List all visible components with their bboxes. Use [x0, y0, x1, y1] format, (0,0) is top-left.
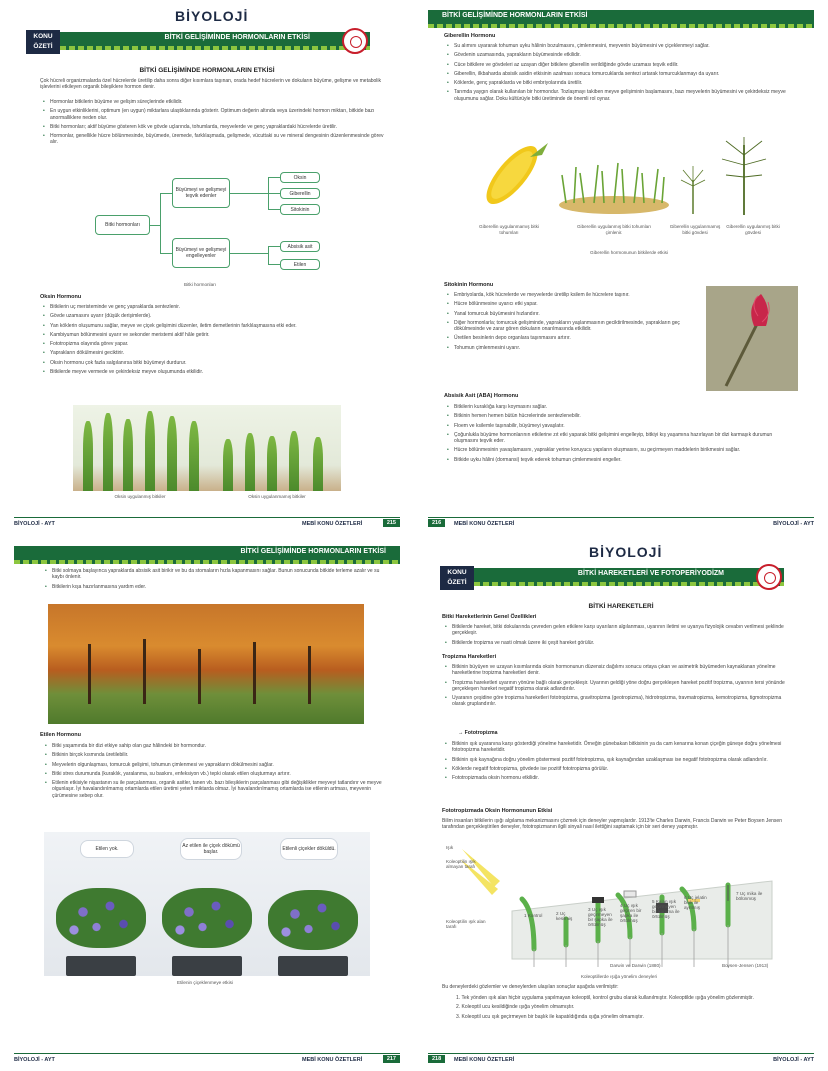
konu-ozeti-badge: KONU ÖZETİ [440, 566, 474, 590]
header-bar [474, 568, 784, 582]
page-number: 215 [383, 519, 400, 527]
page-footer: BİYOLOJİ - AYT MEBİ KONU ÖZETLERİ 215 [14, 517, 400, 529]
page-footer: 218 MEBİ KONU ÖZETLERİ BİYOLOJİ - AYT [428, 1053, 814, 1065]
list-item: • Floem ve ksilemle taşınabilir, büyümeyi yavaşlatır. [446, 423, 796, 429]
credit-boysen-jensen: Boysen-Jensen (1913) [722, 963, 769, 968]
diagram-item-oksin: Oksin [280, 172, 320, 183]
list-item: • Tropizma hareketleri uyarının yönüne bağlı olarak gerçekleşir. Uyarının geldiği yöne doğru gerçekleşen hareket pozitif tropizma, uyarının tersi yönünde gerçekleşen hareket negatif tropizma olarak adlandırılır. [444, 680, 796, 693]
list-item: • Bitki yaşamında bir dizi etkiye sahip olan gaz hâlindeki bir hormondur. [44, 743, 384, 749]
diagram-caption: Bitki hormonları [184, 282, 216, 287]
genel-bullets [444, 624, 796, 649]
page-number: 216 [428, 519, 445, 527]
giberellin-title: Giberellin Hormonu [444, 33, 496, 39]
list-item: • Köklerde negatif fototropizma, gövdede ise pozitif fototropizma görülür. [444, 766, 796, 772]
diagram-connector [230, 253, 268, 254]
oksin-role-paragraph: Bilim insanları bitkilerin ışığı algılama mekanizmasını çözmek için deneyler yapmışlardır. 1913'te Charles Darwin, Francis Darwin ve Peter Boysen Jensen tarafından gerçekleştirilen deneyler, fototropizmanın ilgili sinyali nasıl ilettiğini saptamak için bir seri deney yapmıştır. [442, 818, 782, 831]
list-item: • Yan köklerin oluşumunu sağlar, meyve ve çiçek gelişimini düzenler, iletim demetlerinin farklılaşmasına etki eder. [42, 323, 384, 329]
sitokinin-bud-image [706, 286, 798, 391]
bubble-low-ethylene: Az etilen ile çiçek dökümü başlar. [180, 838, 242, 860]
list-item: • Bitkilerde hareket, bitki dokularında çevreden gelen etkilere karşı uyarıların algılanması, uyarının iletimi ve uyarıya fizyolojik cevabın verilmesi şeklinde gerçekleşir. [444, 624, 796, 637]
image-caption: Giberellin uygulanmamış bitki gövdesi [669, 224, 721, 235]
konu-ozeti-badge: KONU ÖZETİ [26, 30, 60, 54]
germinated-seeds-image [554, 155, 674, 215]
section-title: BİTKİ HAREKETLERİ [588, 603, 654, 610]
list-item: • Meyvelerin olgunlaşması, tomurcuk gelişimi, tohumun çimlenmesi ve yaprakların dökülmesini sağlar. [44, 762, 384, 768]
meb-seal-icon [342, 28, 368, 54]
experiment-caption: Koleoptillerde ışığa yönelim deneyleri [580, 974, 658, 979]
diagram-connector [230, 193, 268, 194]
results-intro: Bu deneylerdeki gözlemler ve deneylerden ulaşılan sonuçlar aşağıda verilmiştir: [442, 984, 619, 990]
results-list [456, 995, 798, 1023]
list-item: 2. Koleoptil ucu kesildiğinde ışığa yönelim olmamıştır. [456, 1004, 575, 1011]
diagram-connector [160, 193, 172, 194]
step-label: 3 Uç ışık geçirmeyen bir şapka ile örtülmüş [588, 907, 613, 927]
list-item: • Oksin hormonu çok fazla salgılanırsa bitki büyümeyi durdurur. [42, 360, 384, 366]
list-item: • Diğer hormonlarla; tomurcuk gelişiminde, yaprakların yaşlanmasının geciktirilmesinde, yaprakların geç dökülmesinde ve zarar gören dokuların onarılmasında etkilidir. [446, 320, 701, 333]
page-218 [414, 536, 828, 1071]
diagram-root: Bitki hormonları [95, 215, 150, 235]
list-item: • Bitkinin ışık uyaranına karşı gösterdiği yönelme hareketidir. Örneğin günebakan bitkisinin ya da cam kenarına konan çiçeğin güneşe doğru yönelmesi fototropizma hareketidir. [444, 741, 796, 754]
step-label: 4 Uç ışık geçiren bir şapka ile örtülmüş [620, 903, 642, 923]
header-bar-title: BİTKİ GELİŞİMİNDE HORMONLARIN ETKİSİ [164, 34, 310, 41]
page-215 [0, 0, 414, 535]
image-caption: Giberellin uygulanmış bitki tohumları çimlenir. [576, 224, 652, 235]
list-item: • Kambiyumun bölünmesini uyarır ve sekonder meristemi aktif hâle getirir. [42, 332, 384, 338]
list-item: • Üretilen besinlerin depo organlara taşınmasını artırır. [446, 335, 701, 341]
oksin-title: Oksin Hormonu [40, 294, 82, 300]
list-item: • Hormonlar bitkilerin büyüme ve gelişim süreçlerinde etkilidir. [42, 99, 384, 105]
oksin-role-title: Fototropizmada Oksin Hormonunun Etkisi [442, 808, 553, 814]
list-item: • Fototropizma olayında görev yapar. [42, 341, 384, 347]
tall-stem-image [714, 135, 774, 217]
image-caption: Etilenin çiçeklenmeye etkisi [177, 980, 233, 985]
giberellin-bullets [446, 43, 796, 105]
list-item: • Yanal tomurcuk büyümesini hızlandırır. [446, 311, 701, 317]
shaded-side-label: Koleoptilin ışık almayan tarafı [446, 859, 476, 869]
oksin-bullets [42, 304, 384, 378]
diagram-group-promote: Büyümeyi ve gelişmeyi teşvik edenler [172, 178, 230, 208]
list-item: • Köklerde, genç yapraklarda ve bitki embriyolarında üretilir. [446, 80, 796, 86]
image-group-caption: Giberellin hormonunun bitkilerde etkisi [590, 250, 668, 255]
sitokinin-title: Sitokinin Hormonu [444, 282, 494, 288]
image-caption: Giberellin uygulanmış bitki gövdesi [726, 224, 780, 235]
fototropizma-bullets [444, 741, 796, 784]
coleoptile-experiment-diagram [442, 841, 792, 971]
bubble-high-ethylene: Etilenli çiçekler döküldü. [280, 838, 338, 860]
list-item: • Hücre bölünmesinin yavaşlamasını, yapraklar yerine koruyucu yapıların oluşmasını, su geçirmeyen maddelerin birikmesini sağlar. [446, 447, 796, 453]
intro-paragraph: Çok hücreli organizmalarda özel hücrelerde üretilip daha sonra diğer kısımlara taşınan, orada hedef hücrelerin ve dokuların büyüme, gelişme ve metabolik işlevlerini etkileyen organik bileşiklere hormon denir. [40, 78, 382, 91]
header-stripes [428, 24, 814, 28]
oksin-plants-image [73, 405, 341, 491]
etilen-title: Etilen Hormonu [40, 732, 81, 738]
list-item: • Hücre bölünmesine uyarıcı etki yapar. [446, 301, 701, 307]
header-bar [60, 32, 370, 46]
list-item: • Etilenin etkisiyle nişastanın su ile parçalanması, organik asitler, tanen vb. bazı bileşiklerin parçalanması gibi değişiklikler meyveyi tatlandırır ve meyve olgunlaşır. İyi havalandırılmamış ortamlarda etilen üretimi yeterli miktarda olmaz. İyi havalandırılmamış ortamlarda ise etilenin artması, meyvenin çürümesine sebep olur. [44, 780, 384, 799]
step-label: 5 Kalan ışık geçirmeyen bir koruma ile örtülmüş [652, 899, 680, 919]
list-item: • Gövde uzamasını uyarır (düşük derişimlerde). [42, 313, 384, 319]
list-item: • Bitkinin ışık kaynağına doğru yönelim göstermesi pozitif fototropizma, ışık kaynağından uzaklaşması ise negatif fototropizma olarak adlandırılır. [444, 757, 796, 763]
etilen-bullets [44, 743, 384, 802]
brand-title: BİYOLOJİ [589, 544, 663, 560]
page-217 [0, 536, 414, 1071]
list-item: • Tarımda yaygın olarak kullanılan bir hormondur. Tozlaşmayı takiben meyve gelişiminin başlamasını, bazı meyvelerin büyümesini ve çekirdeksiz meyve oluşumunu sağlar. Doku kültürüyle bitki üretiminde de önemli rol oynar. [446, 89, 796, 102]
list-item: • Bitkinin hemen hemen bütün hücrelerinde sentezlenebilir. [446, 413, 796, 419]
list-item: • Bitkilerde tropizma ve nasti olmak üzere iki çeşit hareket görülür. [444, 640, 796, 646]
image-caption: Giberellin uygulanmamış bitki tohumları [479, 224, 539, 235]
list-item: 1. Tek yönden ışık alan hiçbir uygulama yapılmayan koleoptil, kontrol grubu olarak kullanılmıştır. Koleoptilde ışığa yönelim gözlenmiştir. [456, 995, 754, 1001]
list-item: • Embriyolarda, kök hücrelerde ve meyvelerde üretilip ksilem ile hücrelere taşınır. [446, 292, 701, 298]
page-216 [414, 0, 828, 535]
list-item: • Bitki hormonları; aktif büyüme gösteren kök ve gövde uçlarında, tohumlarda, meyvelerde ve genç yapraklardaki hücrelerde üretilir. [42, 124, 384, 130]
list-item: • Bitkilerin kuraklığa karşı koymasını sağlar. [446, 404, 796, 410]
lit-side-label: Koleoptilin ışık alan tarafı [446, 919, 486, 929]
image-caption: Oksin uygulanmamış bitkiler [248, 494, 306, 499]
image-caption: Oksin uygulanmış bitkiler [114, 494, 166, 499]
meb-seal-icon [756, 564, 782, 590]
aba-title: Absisik Asit (ABA) Hormonu [444, 393, 519, 399]
list-item: • Fototropizmada oksin hormonu etkilidir. [444, 775, 796, 781]
list-item: • Bitki solmaya başlayınca yapraklarda absisik asit birikir ve bu da stomaların hızla kapanmasını sağlar. Bunun sonucunda bitkide terleme azalır ve su kaybı önlenir. [44, 568, 384, 581]
aba-continued-bullets [44, 568, 384, 593]
list-item: • Cüce bitkilere ve gövdeleri az uzayan diğer bitkilere giberellin verildiğinde gövde uzaması teşvik edilir. [446, 62, 796, 68]
diagram-connector [268, 177, 280, 178]
genel-title: Bitki Hareketlerinin Genel Özellikleri [442, 614, 537, 620]
header-bar [428, 10, 814, 24]
diagram-connector [150, 225, 160, 226]
header-bar [14, 546, 400, 560]
header-stripes [474, 582, 784, 586]
diagram-connector [268, 209, 280, 210]
step-label: 1 Kontrol [524, 913, 543, 918]
list-item: 3. Koleoptil ucu ışık geçirmeyen bir başlık ile kapatıldığında ışığa yönelim olmamıştır. [456, 1013, 644, 1020]
light-label: Işık [446, 845, 454, 850]
list-item: • Bitkinin büyüyen ve uzayan kısımlarında oksin hormonunun düzensiz dağılımı sonucu ortaya çıkan ve asimetrik büyümeden kaynaklanan yönelme hareketlerine tropizma hareketleri denir. [444, 664, 796, 677]
section-title: BİTKİ GELİŞİMİNDE HORMONLARIN ETKİSİ [139, 67, 275, 74]
tropizma-title: Tropizma Hareketleri [442, 654, 497, 660]
page-footer: BİYOLOJİ - AYT MEBİ KONU ÖZETLERİ 217 [14, 1053, 400, 1065]
bubble-no-ethylene: Etilen yok. [80, 840, 134, 858]
page-number: 217 [383, 1055, 400, 1063]
diagram-item-giberellin: Giberellin [280, 188, 320, 199]
diagram-connector [160, 193, 161, 253]
list-item: • Yaprakların dökülmesini geciktirir. [42, 350, 384, 356]
header-stripes [60, 46, 370, 50]
diagram-group-inhibit: Büyümeyi ve gelişmeyi engelleyenler [172, 238, 230, 268]
list-item: • Bitkilerin uç meristeminde ve genç yapraklarda sentezlenir. [42, 304, 384, 310]
diagram-item-etilen: Etilen [280, 259, 320, 270]
header-bar-title: BİTKİ GELİŞİMİNDE HORMONLARIN ETKİSİ [442, 12, 588, 19]
header-bar-title: BİTKİ HAREKETLERİ VE FOTOPERİYODİZM [577, 570, 724, 577]
tropizma-bullets [444, 664, 796, 711]
list-item: • Hormonlar, genellikle hücre bölünmesinde, büyümede, üremede, farklılaşmada, gelişmede, vücuttaki su ve mineral dengesinin düzenlenmesinde görev alır. [42, 133, 384, 146]
step-label: 6 Uç jelatin blok ile ayrılmış [684, 895, 707, 910]
autumn-trees-image [48, 604, 364, 724]
brand-title: BİYOLOJİ [175, 8, 249, 24]
header-bar-title: BİTKİ GELİŞİMİNDE HORMONLARIN ETKİSİ [240, 548, 386, 555]
list-item: • Uyaranın çeşidine göre tropizma hareketleri fototropizma, gravitropizma (geotropizma), hidrotropizma, travmatropizma, kemotropizma, tigmotropizma olarak gruplandırılır. [444, 695, 796, 708]
short-stem-image [678, 158, 708, 216]
header-stripes [14, 560, 400, 564]
fototropizma-label: → Fototropizma [458, 730, 498, 736]
list-item: • Su alımını uyararak tohumun uyku hâlinin bozulmasını, çimlenmesini, meyvenin büyümesini ve çiçeklenmeyi sağlar. [446, 43, 796, 49]
list-item: • Gövdenin uzamasında, yaprakların büyümesinde etkilidir. [446, 52, 796, 58]
list-item: • Bitkide uyku hâlini (dormansi) teşvik ederek tohumun çimlenmesini engeller. [446, 457, 796, 463]
diagram-item-sitokinin: Sitokinin [280, 204, 320, 215]
list-item: • Bitkilerde meyve vermede ve çekirdeksiz meyve oluşumunda etkilidir. [42, 369, 384, 375]
diagram-connector [268, 264, 280, 265]
etilen-flowers-image [44, 832, 370, 976]
diagram-connector [268, 193, 280, 194]
diagram-item-absisik: Absisik asit [280, 241, 320, 252]
list-item: • Çoğunlukla büyüme hormonlarının etkilerine zıt etki yaparak bitki gelişimini engelleyip, bitkiyi kış yaşamına hazırlayan bir dizi karmaşık durumun oluşmasını teşvik eder. [446, 432, 796, 445]
page-footer: 216 MEBİ KONU ÖZETLERİ BİYOLOJİ - AYT [428, 517, 814, 529]
aba-bullets [446, 404, 796, 466]
step-label: 2 Uç kesilmiş [556, 911, 573, 921]
credit-darwin: Darwin ve Darwin (1880) [610, 963, 661, 968]
list-item: • Giberellin, ilkbaharda absisik asidin etkisinin azalması sonucu tomurcuklarda sentezi artarak tomurcuklanmayı da uyarır. [446, 71, 796, 77]
list-item: • Bitki stres durumunda (kuraklık, yaralanma, su baskını, enfeksiyon vb.) tepki olarak etilen oluşturmayı artırır. [44, 771, 384, 777]
corn-cob-image [472, 135, 552, 215]
page-number: 218 [428, 1055, 445, 1063]
sitokinin-bullets [446, 292, 701, 354]
list-item: • Tohumun çimlenmesini uyarır. [446, 345, 701, 351]
list-item: • Bitkilerin kışa hazırlanmasına yardım eder. [44, 584, 384, 590]
diagram-connector [268, 246, 269, 264]
list-item: • Bitkinin birçok kısmında üretilebilir. [44, 752, 384, 758]
diagram-connector [268, 246, 280, 247]
hormone-bullets [42, 99, 384, 149]
diagram-connector [160, 253, 172, 254]
step-label: 7 Uç mika ile bölünmüş [736, 891, 763, 901]
list-item: • En uygun etkinliklerini, optimum (en uygun) miktarlara ulaştıklarında gösterir. Optimum değerin altında veya üzerindeki hormon miktarı, bitkide bazı anormalliklere neden olur. [42, 108, 384, 121]
